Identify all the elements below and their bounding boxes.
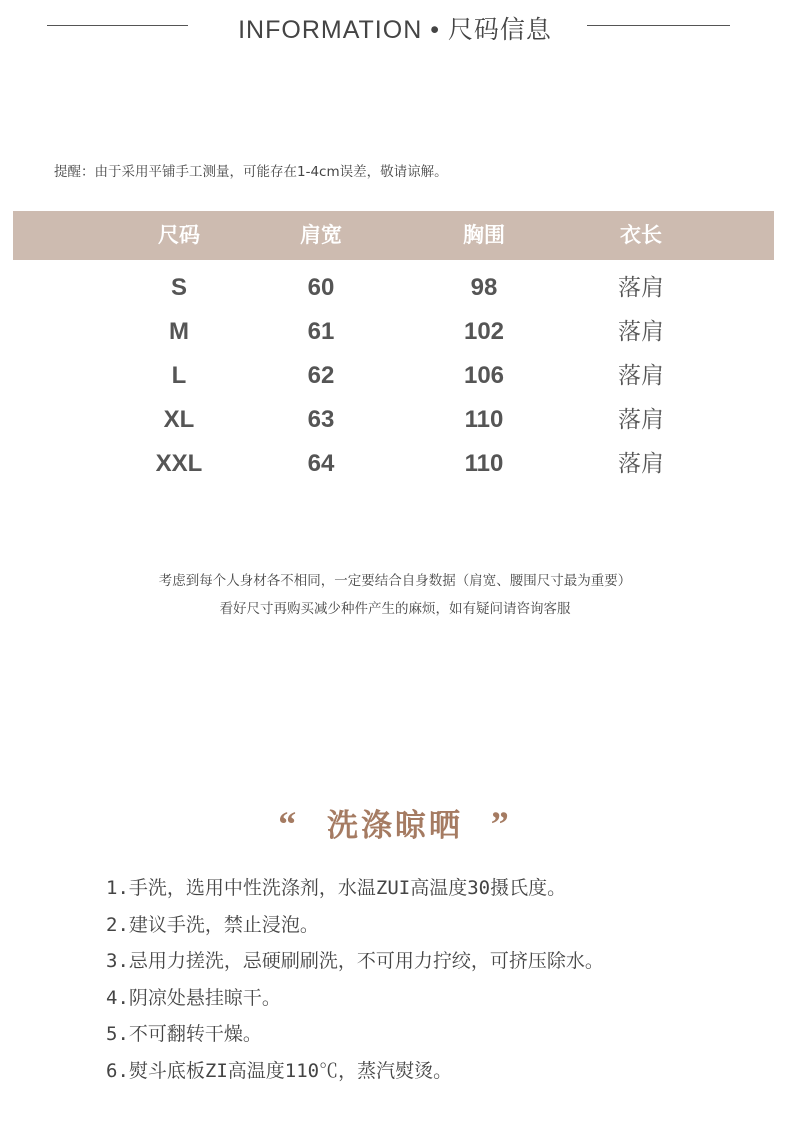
shoulder-cell: 60 [307, 274, 335, 301]
size-note-line-1: 考虑到每个人身材各不相同，一定要结合自身数据（肩宽、腰围尺寸最为重要） [158, 573, 632, 589]
size-cell: S [170, 274, 187, 301]
close-quote-mark: ” [490, 804, 512, 844]
size-cell: L [171, 362, 187, 389]
list-item: 6.熨斗底板ZI高温度110℃，蒸汽熨烫。 [106, 1059, 453, 1082]
chest-cell: 110 [464, 450, 504, 477]
table-row [13, 354, 774, 398]
column-header-chest: 胸围 [463, 223, 505, 247]
size-table [13, 211, 774, 486]
list-item: 4.阴凉处悬挂晾干。 [106, 986, 281, 1009]
shoulder-cell: 63 [307, 406, 335, 433]
table-row [13, 442, 774, 486]
length-cell: 落肩 [618, 407, 664, 433]
list-item: 1.手洗，选用中性洗涤剂，水温ZUI高温度30摄氏度。 [106, 877, 567, 899]
measurement-notice: 提醒：由于采用平铺手工测量，可能存在1-4cm误差，敬请谅解。 [54, 164, 448, 180]
table-row [13, 398, 774, 442]
washing-instructions-list [106, 870, 604, 1089]
table-row [13, 266, 774, 310]
chest-cell: 102 [463, 318, 505, 345]
chest-cell: 110 [464, 406, 504, 433]
length-cell: 落肩 [618, 275, 664, 301]
size-cell: XXL [155, 450, 203, 477]
table-row [13, 310, 774, 354]
list-item: 2.建议手洗，禁止浸泡。 [106, 913, 319, 936]
washing-section-title [0, 800, 790, 845]
size-table-header [13, 211, 774, 260]
length-cell: 落肩 [618, 363, 664, 389]
washing-title-text: 洗涤晾晒 [327, 808, 463, 844]
list-item: 5.不可翻转干燥。 [106, 1023, 262, 1045]
length-cell: 落肩 [618, 319, 664, 345]
size-cell: XL [163, 406, 195, 433]
information-title: INFORMATION • 尺码信息 [238, 16, 552, 44]
size-cell: M [169, 318, 189, 345]
shoulder-cell: 61 [307, 318, 335, 345]
column-header-shoulder: 肩宽 [300, 223, 342, 247]
open-quote-mark: “ [278, 804, 300, 844]
column-header-length: 衣长 [620, 223, 662, 247]
list-item: 3.忌用力搓洗，忌硬刷刷洗，不可用力拧绞，可挤压除水。 [106, 950, 604, 972]
column-header-size: 尺码 [158, 223, 200, 247]
chest-cell: 98 [470, 274, 498, 301]
shoulder-cell: 64 [307, 450, 335, 477]
chest-cell: 106 [463, 362, 505, 389]
size-note-line-2: 看好尺寸再购买减少种件产生的麻烦，如有疑问请咨询客服 [219, 601, 571, 617]
length-cell: 落肩 [618, 451, 664, 477]
shoulder-cell: 62 [307, 362, 335, 389]
